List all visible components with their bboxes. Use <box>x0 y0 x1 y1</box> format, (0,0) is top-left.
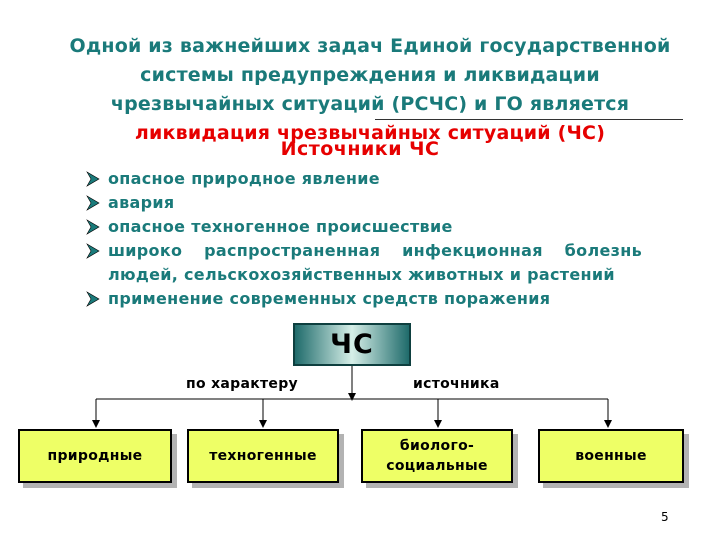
category-biosocial-line2: социальные <box>386 458 488 474</box>
section-subtitle: Источники ЧС <box>280 138 440 160</box>
list-item-text: опасное техногенное происшествие <box>108 217 453 236</box>
category-biosocial-line1: биолого- <box>399 438 475 454</box>
page-number: 5 <box>661 510 669 524</box>
list-item-text: опасное природное явление <box>108 169 380 188</box>
category-technogenic: техногенные <box>187 429 339 483</box>
chs-center-box: ЧС <box>293 323 411 366</box>
title-text: Одной из важнейших задач Единой государственной системы предупреждения и ликвидации чрезвычайных ситуаций (РСЧС) и ГО является <box>69 35 671 115</box>
list-item-text: применение современных средств поражения <box>108 289 551 308</box>
list-item-text: авария <box>108 193 175 212</box>
title-highlight: ликвидация чрезвычайных ситуаций (ЧС) <box>134 122 606 144</box>
label-of-source: источника <box>413 376 500 392</box>
label-by-nature: по характеру <box>186 376 298 392</box>
category-military: военные <box>538 429 684 483</box>
category-natural: природные <box>18 429 172 483</box>
list-item-text: широко распространенная инфекционная болезнь людей, сельскохозяйственных животных и растений <box>108 241 642 284</box>
category-biosocial <box>361 429 513 483</box>
